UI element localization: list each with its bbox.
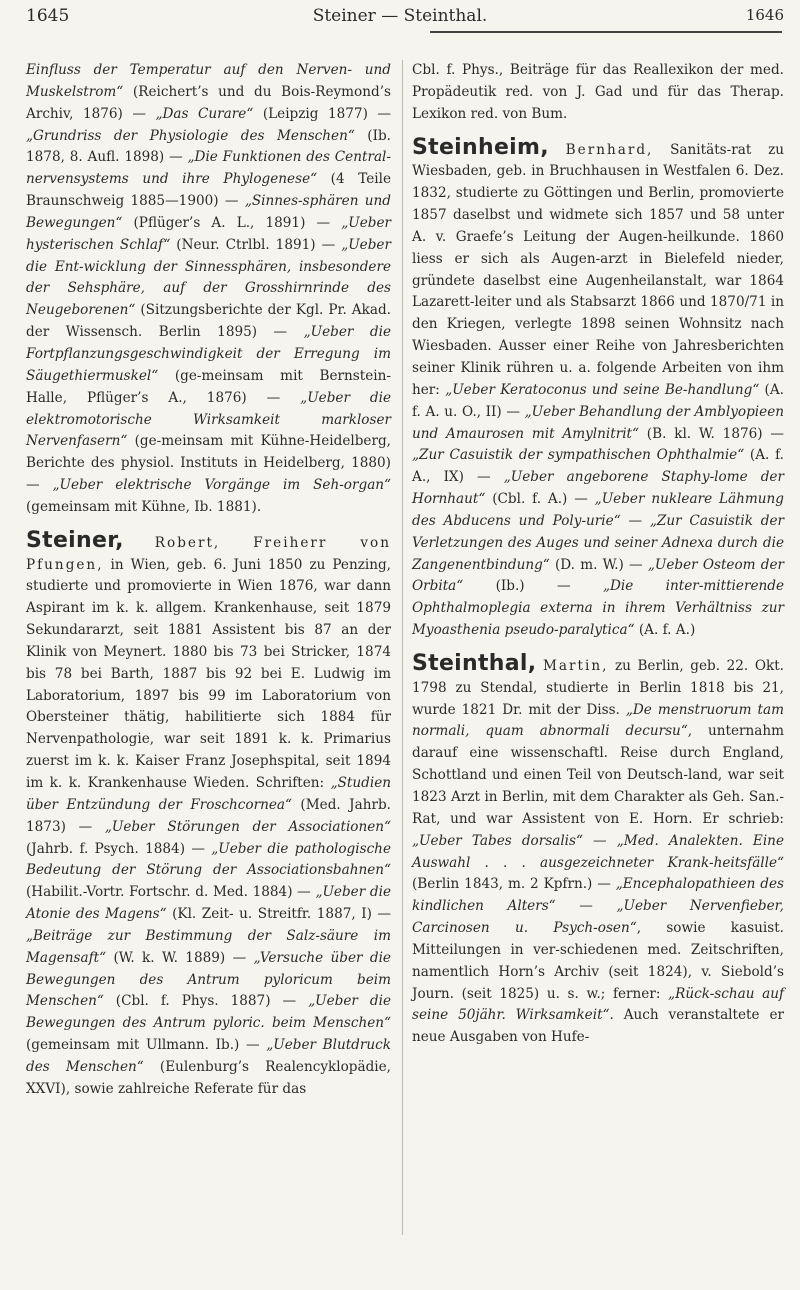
work-title: Einfluss der Temperatur auf den Nerven- und Muskelstrom“ [26, 62, 391, 100]
running-title: Steiner — Steinthal. [312, 6, 488, 26]
entry-headword: Steinthal, [412, 650, 537, 676]
text-run: . Auch veranstaltete er neue Ausgaben von Hufe- [412, 1007, 784, 1046]
work-title: „Encephalopathieen des kindlichen Alters“ — „Ueber Nervenfieber, Carcinosen u. Psych-osen“ [412, 876, 784, 937]
text-run: , unternahm darauf eine wissenschaftl. Reise durch England, Schottland und einen Teil von Deutsch-land, war seit 1823 Arzt in Berlin, mit dem Charakter als Geh. San.-Rat, und war Assistent von E. Horn. Er schrieb: [412, 723, 785, 827]
work-title: „Ueber die Atonie des Magens“ [26, 884, 391, 923]
text-run: (Reichert’s und du Bois-Reymond’s Archiv, 1876) — [26, 83, 391, 122]
work-title: „De menstruorum tam normali, quam abnormali decursu“ [412, 701, 784, 740]
work-title: „Ueber angeborene Staphy-lome der Hornhaut“ [412, 469, 784, 508]
text-run: (Cbl. f. Phys. 1887) — [103, 993, 309, 1010]
entry-steiner [26, 527, 392, 1101]
text-run: (B. kl. W. 1876) — [638, 425, 784, 442]
text-run: (Cbl. f. A.) — [485, 491, 595, 508]
text-run: (A. f. A. u. O., II) — [412, 381, 785, 420]
work-title: „Ueber die Bewegungen des Antrum pyloric. beim Menschen“ [26, 993, 391, 1032]
work-title: „Zur Casuistik der Verletzungen des Auges und seiner Adnexa durch die Zangenentbindung“ [412, 512, 784, 573]
text-run: (Leipzig 1877) — [253, 105, 391, 122]
text-run: (ge-meinsam mit Kühne-Heidelberg, Berichte des physiol. Instituts in Heidelberg, 1880) — [26, 433, 391, 494]
work-title: „Ueber Keratoconus und seine Be-handlung“ [445, 381, 760, 398]
text-run: (Pflüger’s A. L., 1891) — [122, 214, 342, 231]
work-title: „Ueber Störungen der Associationen“ [104, 818, 391, 835]
text-run: (Neur. Ctrlbl. 1891) — [170, 236, 342, 253]
text-run: Cbl. f. Phys., Beiträge für das Reallexikon der med. Propädeutik red. von J. Gad und für das Therap. Lexikon red. von Bum. [412, 62, 784, 122]
text-run: (gemeinsam mit Kühne, Ib. 1881). [26, 498, 262, 515]
text-run: (W. k. W. 1889) — [106, 949, 254, 966]
text-run: zu Berlin, geb. 22. Okt. 1798 zu Stendal, studierte in Berlin 1818 bis 21, wurde 1821 Dr. mit der Diss. [412, 657, 784, 718]
text-run: (D. m. W.) — [549, 556, 648, 573]
text-run: (gemeinsam mit Ullmann. Ib.) — [26, 1037, 267, 1054]
right-column [412, 60, 784, 1049]
text-run [124, 535, 155, 551]
work-title: „Versuche über die Bewegungen des Antrum pyloricum beim Menschen“ [26, 949, 391, 1010]
header-rule [430, 31, 782, 33]
work-title: „Die inter-mittierende Ophthalmoplegia externa in ihrem Verhältniss zur Myoasthenia pseudo-paralytica“ [412, 578, 784, 639]
text-run: in Wien, geb. 6. Juni 1850 zu Penzing, studierte und promovierte in Wien 1876, war dann Aspirant im k. k. allgem. Krankenhause, seit 1879 Sekundararzt, seit 1881 Assistent bis 87 an der Klinik von Meynert. 1880 bis 73 bei Stricker, 1874 bis 78 bei Barth, 1887 bis 92 bei E. Ludwig im Laboratorium, 1897 bis 99 im Laboratorium von Obersteiner thätig, habilitierte sich 1884 für Nervenpathologie, war seit 1891 k. k. Primarius zuerst im k. k. Kaiser Franz Josephspital, seit 1894 im k. k. Krankenhause Wieden. Schriften: [26, 556, 391, 791]
text-run: (Ib. 1878, 8. Aufl. 1898) — [26, 127, 391, 166]
text-run: (ge-meinsam mit Bernstein-Halle, Pflüger’s A., 1876) — [26, 367, 391, 406]
text-run: (Eulenburg’s Realencyklopädie, XXVI), sowie zahlreiche Referate für das [26, 1058, 392, 1097]
work-title: „Ueber hysterischen Schlaf“ [26, 214, 391, 253]
work-title: „Ueber elektrische Vorgänge im Seh-organ“ [52, 477, 392, 494]
text-run: — [620, 512, 650, 529]
entry-continuation [26, 60, 391, 519]
work-title: „Ueber die elektromotorische Wirksamkeit markloser Nervenfasern“ [26, 389, 391, 450]
entry-headword: Steiner, [26, 527, 124, 553]
text-run: (4 Teile Braunschweig 1885—1900) — [26, 171, 392, 210]
work-title: „Das Curare“ [155, 105, 254, 122]
text-run: (Jahrb. f. Psych. 1884) — [26, 840, 212, 857]
work-title: „Rück-schau auf seine 50jähr. Wirksamkeit“ [412, 985, 784, 1024]
text-run: Sanitäts-rat zu Wiesbaden, geb. in Bruchhausen in Westfalen 6. Dez. 1832, studierte zu Göttingen und Berlin, promovierte 1857 daselbst und widmete sich 1857 und 58 unter A. v. Graefe’s Leitung der Augen-heilkunde. 1860 liess er sich als Augen-arzt in Bielefeld nieder, gründete daselbst eine Augenheilanstalt, war 1864 Lazarett-leiter und als Stabsarzt 1866 und 1870/71 in den Kriegen, verlegte 1898 seinen Wohnsitz nach Wiesbaden. Ausser einer Reihe von Jahresberichten seiner Klinik rühren u. a. folgende Arbeiten von ihm her: [412, 141, 784, 398]
text-run: (Kl. Zeit- u. Streitfr. 1887, I) — [166, 906, 391, 923]
entry-steinheim [412, 134, 785, 642]
work-title: „Ueber die pathologische Bedeutung der Störung der Associationsbahnen“ [26, 840, 391, 879]
text-run [549, 142, 566, 158]
work-title: „Ueber Osteom der Orbita“ [412, 556, 784, 595]
work-title: „Die Funktionen des Central-nervensystems und ihre Phylogenese“ [26, 149, 391, 188]
text-run: Robert, Freiherr von Pfungen, [26, 534, 391, 573]
work-title: „Studien über Entzündung der Froschcornea“ [26, 775, 391, 813]
page-number-left: 1645 [26, 6, 70, 26]
work-title: „Grundriss der Physiologie des Menschen“ [26, 127, 355, 144]
work-title: „Beiträge zur Bestimmung der Salz-säure im Magensaft“ [26, 927, 391, 966]
work-title: „Zur Casuistik der sympathischen Ophthalmie“ [412, 447, 745, 464]
left-column [26, 60, 391, 1101]
page-number-right: 1646 [745, 6, 784, 24]
text-run: (Sitzungsberichte der Kgl. Pr. Akad. der Wissensch. Berlin 1895) — [26, 302, 391, 341]
text-run: Bernhard, [565, 141, 654, 158]
entry-headword: Steinheim, [412, 134, 549, 160]
work-title: „Ueber Tabes dorsalis“ — „Med. Analekten. Eine Auswahl . . . ausgezeichneter Krank-heitsfälle“ [412, 832, 784, 871]
text-run: , sowie kasuist. Mitteilungen in ver-schiedenen med. Zeitschriften, namentlich Horn’s Archiv (seit 1824), v. Siebold’s Journ. (seit 1825) u. s. w.; ferner: [412, 920, 784, 1002]
text-run: (Berlin 1843, m. 2 Kpfrn.) — [412, 876, 616, 893]
text-run: (Habilit.-Vortr. Fortschr. d. Med. 1884) — [26, 884, 316, 901]
work-title: „Ueber die Ent-wicklung der Sinnessphären, insbesondere der Sehsphäre, auf der Grosshirnrinde des Neugeborenen“ [26, 236, 391, 319]
work-title: „Sinnes-sphären und Bewegungen“ [26, 193, 391, 231]
entry-steinthal [412, 650, 785, 1049]
entry-continuation-right [412, 60, 784, 126]
work-title: „Ueber Behandlung der Amblyopieen und Amaurosen mit Amylnitrit“ [412, 403, 784, 442]
work-title: „Ueber Blutdruck des Menschen“ [26, 1037, 391, 1075]
text-run: (Ib.) — [463, 578, 603, 595]
work-title: „Ueber nukleare Lähmung des Abducens und Poly-urie“ [412, 491, 784, 529]
text-run: (A. f. A.) [634, 622, 696, 639]
text-run: (Med. Jahrb. 1873) — [26, 796, 392, 835]
work-title: „Ueber die Fortpflanzungsgeschwindigkeit der Erregung im Säugethiermuskel“ [26, 324, 391, 384]
text-run: Martin, [542, 657, 609, 674]
text-run: (A. f. A., IX) — [412, 447, 784, 486]
column-divider [402, 60, 403, 1235]
